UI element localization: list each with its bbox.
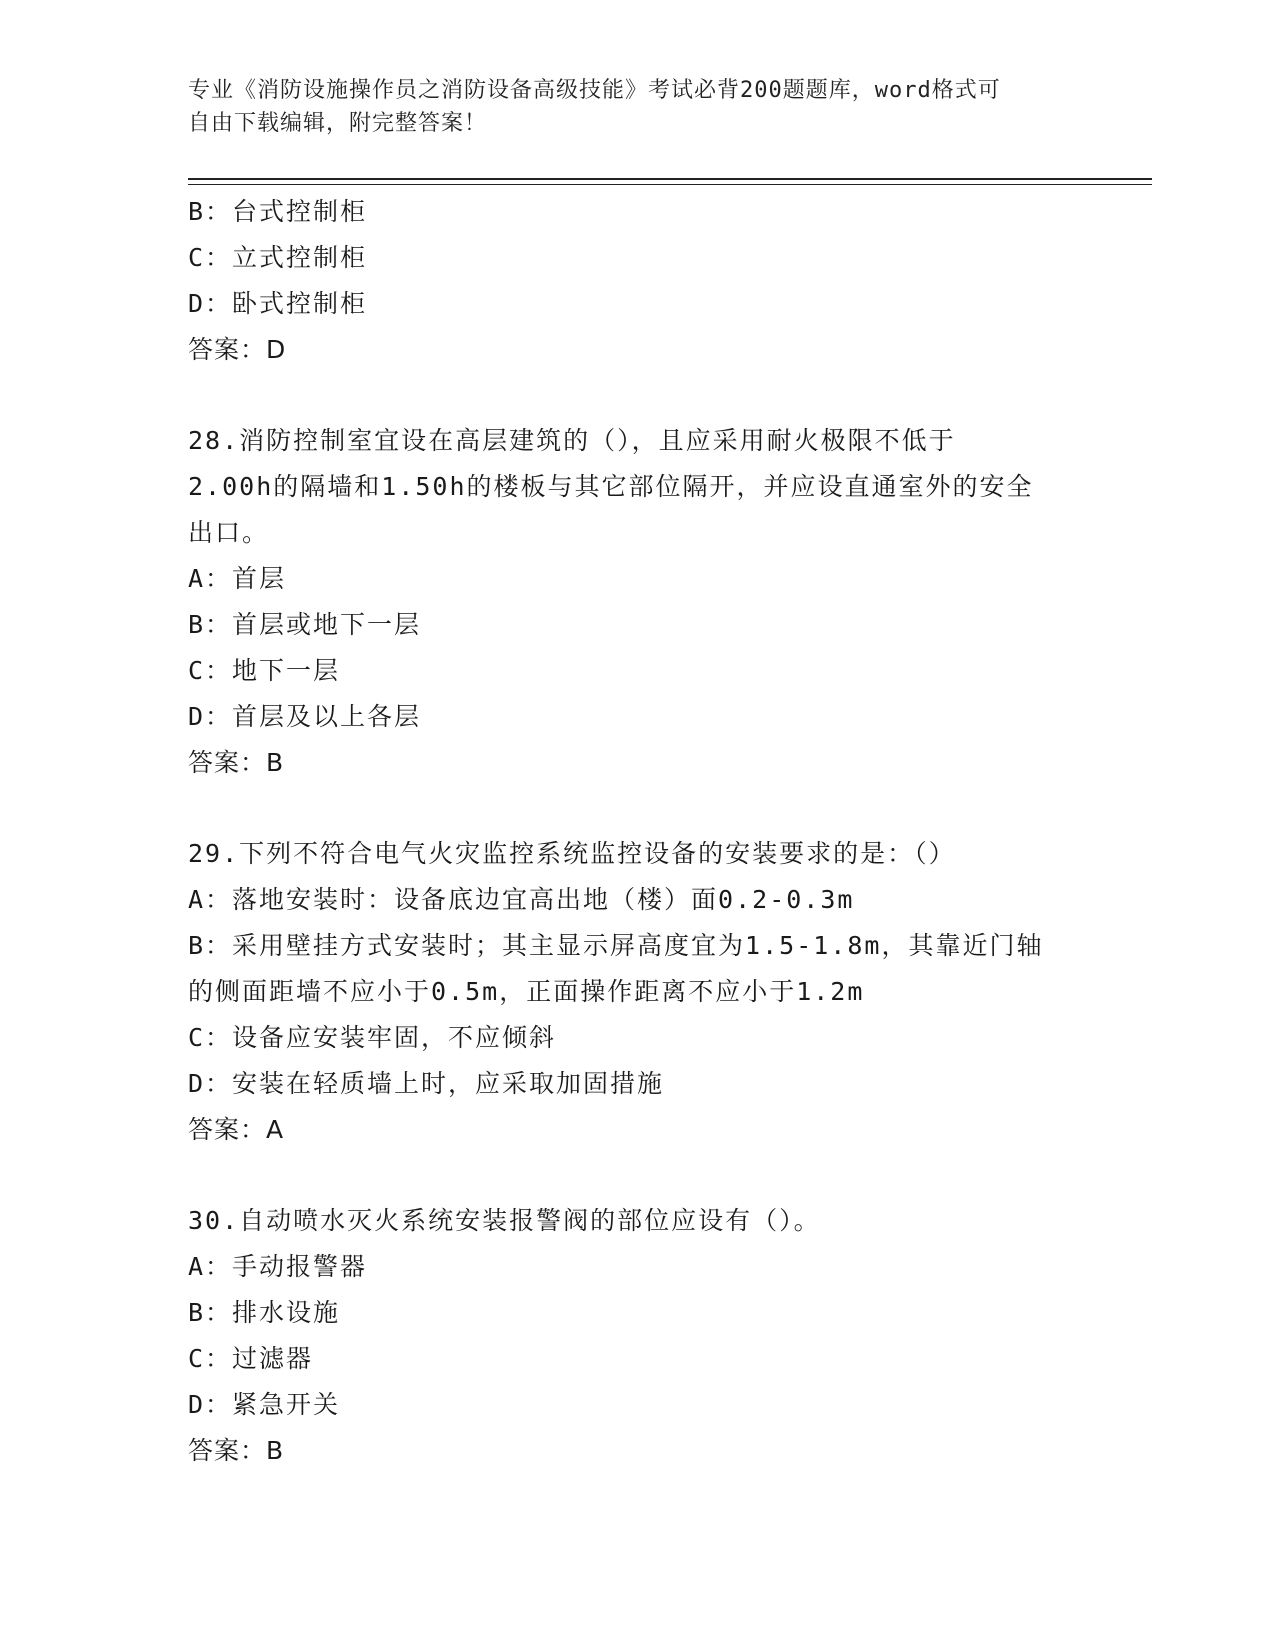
option-b-continued: 的侧面距墙不应小于0.5m，正面操作距离不应小于1.2m <box>188 977 865 1006</box>
option-b: B：采用壁挂方式安装时；其主显示屏高度宜为1.5-1.8m，其靠近门轴 <box>188 931 1044 960</box>
question-27-continued <box>188 189 1088 373</box>
option-a: A：手动报警器 <box>188 1252 368 1281</box>
option-d: D：紧急开关 <box>188 1390 341 1419</box>
question-text-line: 出口。 <box>188 518 270 547</box>
question-28 <box>188 418 1088 786</box>
option-c: C：立式控制柜 <box>188 243 368 272</box>
spacer <box>188 373 1088 418</box>
question-text-line: 29.下列不符合电气火灾监控系统监控设备的安装要求的是：（） <box>188 839 956 868</box>
option-b: B：首层或地下一层 <box>188 610 422 639</box>
answer-line: 答案：D <box>188 335 287 364</box>
option-d: D：卧式控制柜 <box>188 289 368 318</box>
option-a: A：首层 <box>188 564 287 593</box>
header-rule-thick <box>188 178 1152 180</box>
header-rule-thin <box>188 184 1152 185</box>
option-c: C：过滤器 <box>188 1344 314 1373</box>
document-body <box>188 189 1088 1474</box>
option-c: C：地下一层 <box>188 656 341 685</box>
header-line-2: 自由下载编辑，附完整答案！ <box>188 111 488 136</box>
document-header <box>188 74 1068 140</box>
question-30 <box>188 1198 1088 1474</box>
header-line-1: 专业《消防设施操作员之消防设备高级技能》考试必背200题题库，word格式可 <box>188 78 1001 103</box>
option-c: C：设备应安装牢固，不应倾斜 <box>188 1023 557 1052</box>
question-29 <box>188 831 1088 1153</box>
question-text-line: 30.自动喷水灭火系统安装报警阀的部位应设有（）。 <box>188 1206 821 1235</box>
spacer <box>188 786 1088 831</box>
option-b: B：排水设施 <box>188 1298 341 1327</box>
spacer <box>188 1153 1088 1198</box>
answer-line: 答案：A <box>188 1115 285 1144</box>
option-d: D：安装在轻质墙上时，应采取加固措施 <box>188 1069 665 1098</box>
option-a: A：落地安装时：设备底边宜高出地（楼）面0.2-0.3m <box>188 885 855 914</box>
question-text-line: 2.00h的隔墙和1.50h的楼板与其它部位隔开，并应设直通室外的安全 <box>188 472 1034 501</box>
option-b: B：台式控制柜 <box>188 197 368 226</box>
answer-line: 答案：B <box>188 1436 285 1465</box>
option-d: D：首层及以上各层 <box>188 702 422 731</box>
answer-line: 答案：B <box>188 748 285 777</box>
question-text-line: 28.消防控制室宜设在高层建筑的（），且应采用耐火极限不低于 <box>188 426 956 455</box>
